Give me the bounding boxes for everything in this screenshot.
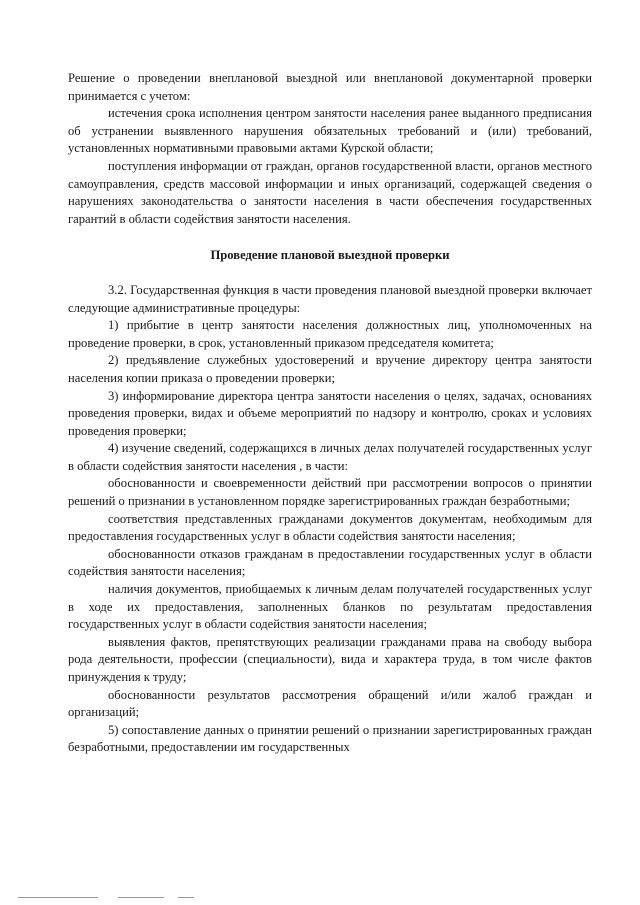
footer-rule-left xyxy=(18,897,98,898)
paragraph-deadline: истечения срока исполнения центром занятости населения ранее выданного предписания об устранении выявленного нарушения обязательных требований и (или) требований, установленных нормативными правовыми актами Курской области; xyxy=(68,106,592,156)
sub-item-refusals: обоснованности отказов гражданам в предоставлении государственных услуг в области содействия занятости населения; xyxy=(68,546,592,579)
procedure-item-3: 3) информирование директора центра занятости населения о целях, задачах, основаниях проведения проверки, видах и объеме мероприятий по надзору и контролю, сроках и условиях проведения проверки; xyxy=(68,388,592,438)
paragraph-information: поступления информации от граждан, органов государственной власти, органов местного самоуправления, средств массовой информации и иных организаций, содержащей сведения о нарушениях законодательства о занятости населения в части обеспечения государственных гарантий в области содействия занятости населения. xyxy=(68,158,592,226)
sub-item-validity: обоснованности и своевременности действий при рассмотрении вопросов о принятии решений о признании в установленном порядке зарегистрированных граждан безработными; xyxy=(68,476,592,509)
footer-rule-right xyxy=(178,897,194,898)
footer-rule-middle xyxy=(118,897,164,898)
sub-item-compliance: соответствия представленных гражданами документов документам, необходимым для предоставления государственных услуг в области содействия занятости населения; xyxy=(68,511,592,544)
paragraph-3-2: 3.2. Государственная функция в части проведения плановой выездной проверки включает следующие административные процедуры: xyxy=(68,282,592,315)
procedure-item-4: 4) изучение сведений, содержащихся в личных делах получателей государственных услуг в области содействия занятости населения , в части: xyxy=(68,441,592,473)
sub-item-documents: наличия документов, приобщаемых к личным делам получателей государственных услуг в ходе их предоставления, заполненных бланков по результатам предоставления государственных услуг в области содействия занятости населения; xyxy=(68,582,592,632)
procedure-item-1: 1) прибытие в центр занятости населения должностных лиц, уполномоченных на проведение проверки, в срок, установленный приказом председателя комитета; xyxy=(68,318,592,350)
procedure-item-2: 2) предъявление служебных удостоверений и вручение директору центра занятости населения копии приказа о проведении проверки; xyxy=(68,353,592,385)
document-page xyxy=(68,70,592,757)
paragraph-intro: Решение о проведении внеплановой выездной или внеплановой документарной проверки принимается с учетом: xyxy=(68,71,592,103)
section-heading: Проведение плановой выездной проверки xyxy=(210,248,450,263)
sub-item-appeals: обоснованности результатов рассмотрения обращений и/или жалоб граждан и организаций; xyxy=(68,687,592,720)
sub-item-obstacles: выявления фактов, препятствующих реализации гражданами права на свободу выбора рода деятельности, профессии (специальности), вида и характера труда, в том числе фактов принуждения к труду; xyxy=(68,634,592,684)
procedure-item-5: 5) сопоставление данных о принятии решений о признании зарегистрированных граждан безработными, предоставлении им государственных xyxy=(68,722,592,755)
